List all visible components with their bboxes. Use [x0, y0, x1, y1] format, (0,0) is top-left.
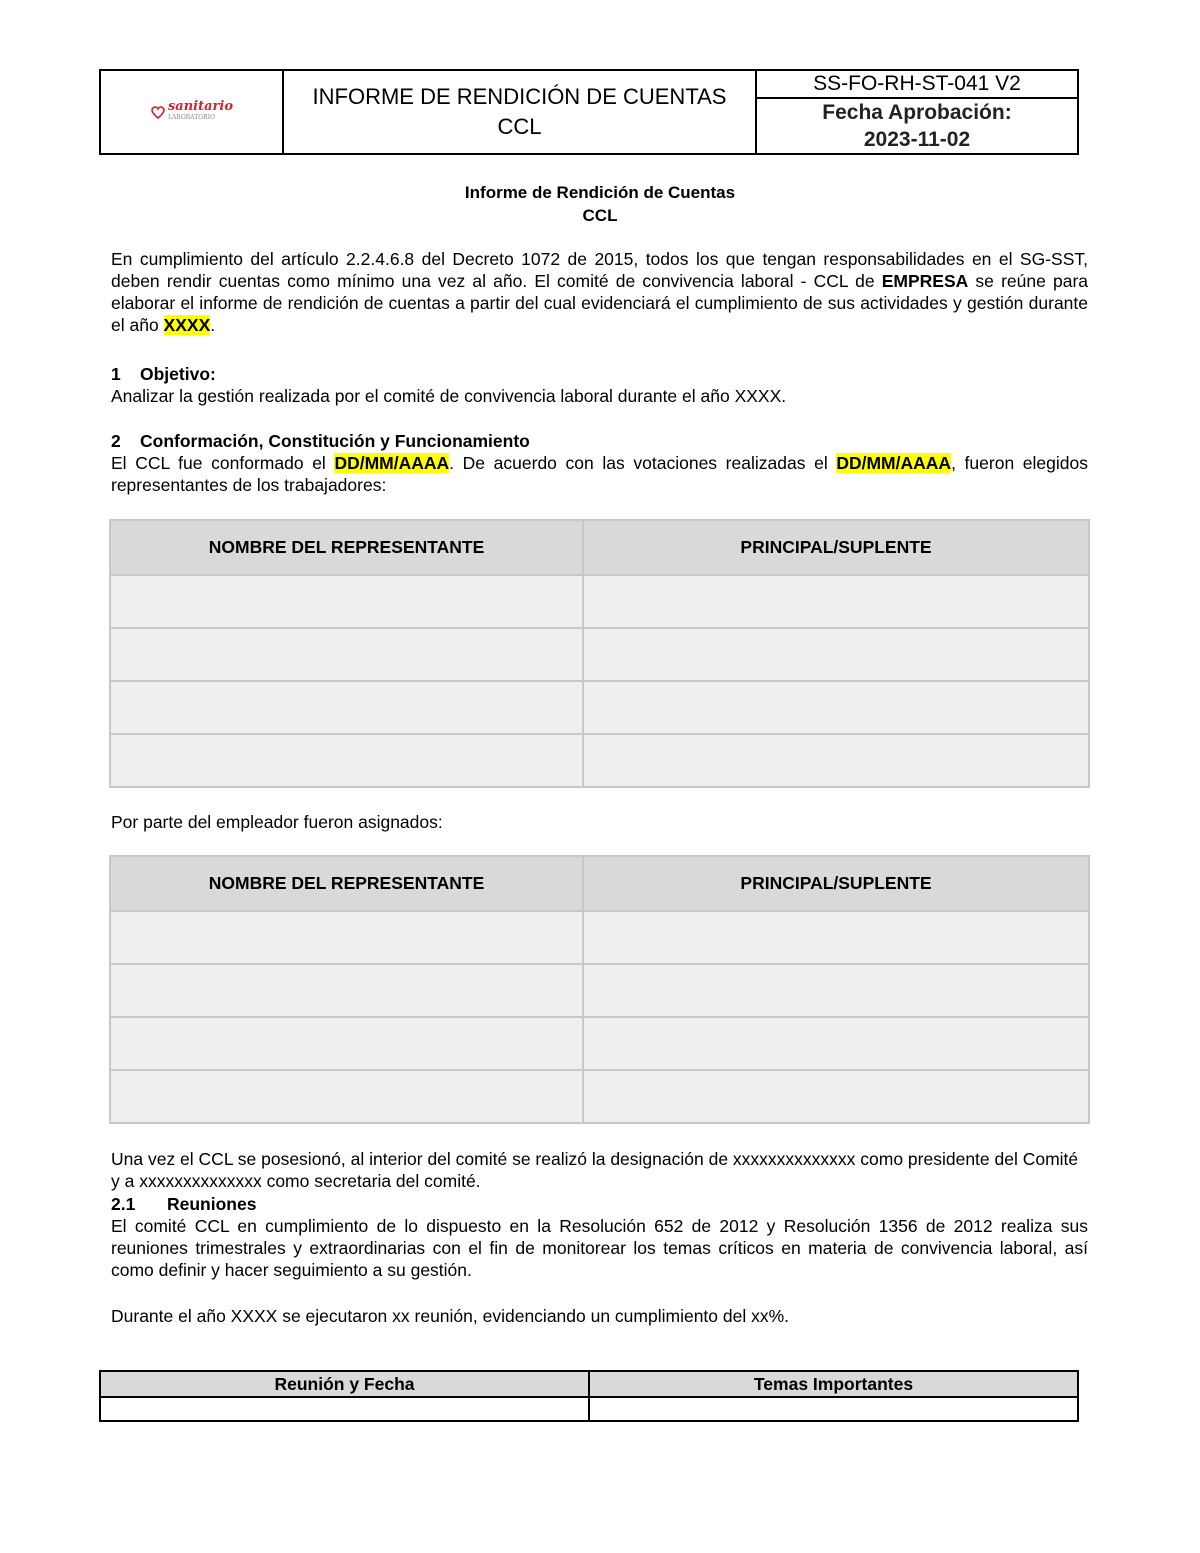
table-cell[interactable] [584, 965, 1088, 1016]
intro-part1: En cumplimiento del artículo 2.2.4.6.8 del Decreto 1072 de 2015, todos los que tengan responsabilidades en el SG-SST, deben rendir cuentas como mínimo una vez al año. El comité de convivencia laboral - CCL de [111, 249, 1088, 291]
employer-representatives-table [109, 855, 1090, 1124]
document-code: SS-FO-RH-ST-041 V2 [757, 71, 1077, 99]
table-row [111, 627, 1088, 680]
company-name: EMPRESA [881, 271, 969, 291]
table-cell[interactable] [111, 1071, 584, 1122]
table-header-row [111, 521, 1088, 574]
column-header-role: PRINCIPAL/SUPLENTE [584, 857, 1088, 910]
table-row [111, 733, 1088, 786]
table-cell[interactable] [111, 1018, 584, 1069]
table-cell[interactable] [584, 912, 1088, 963]
table-row [111, 963, 1088, 1016]
section-1-text: Analizar la gestión realizada por el comité de convivencia laboral durante el año XXXX. [111, 386, 787, 406]
table-row [111, 574, 1088, 627]
intro-paragraph [111, 248, 1088, 336]
table-cell[interactable] [584, 735, 1088, 786]
document-title [0, 181, 1200, 227]
section-1-heading [111, 363, 216, 385]
table-row [101, 1396, 1077, 1420]
section-2-1-text: El comité CCL en cumplimiento de lo dispuesto en la Resolución 652 de 2012 y Resolución 1356 de 2012 realiza sus reuniones trimestrales y extraordinarias con el fin de monitorear los temas críticos en materia de convivencia laboral, así como definir y hacer seguimiento a su gestión. [111, 1216, 1088, 1280]
table-cell[interactable] [584, 1018, 1088, 1069]
column-header-name: NOMBRE DEL REPRESENTANTE [111, 857, 584, 910]
company-logo [150, 101, 233, 123]
column-header-role: PRINCIPAL/SUPLENTE [584, 521, 1088, 574]
logo-text: sanitario [167, 99, 234, 114]
document-header [99, 69, 1079, 155]
year-placeholder: XXXX [163, 315, 211, 335]
section-2-text [111, 452, 1088, 496]
table-cell[interactable] [111, 629, 584, 680]
table-row [111, 1016, 1088, 1069]
table-cell[interactable] [111, 912, 584, 963]
table-cell[interactable] [584, 629, 1088, 680]
section-1-title: Objetivo: [140, 364, 216, 384]
table-cell[interactable] [111, 965, 584, 1016]
table-cell[interactable] [101, 1398, 590, 1420]
section-2-heading [111, 430, 530, 452]
section-2-title: Conformación, Constitución y Funcionamiento [140, 431, 530, 451]
approval-date-cell [757, 99, 1077, 153]
header-title-line1: INFORME DE RENDICIÓN DE CUENTAS [312, 84, 727, 109]
table-cell[interactable] [590, 1398, 1077, 1420]
section-2-part1: El CCL fue conformado el [111, 453, 335, 473]
header-title-line2: CCL [497, 114, 542, 139]
section-2-1-title: Reuniones [167, 1194, 257, 1214]
table-header-row [111, 857, 1088, 910]
table-row [111, 1069, 1088, 1122]
meetings-table [99, 1370, 1079, 1422]
formation-date-placeholder: DD/MM/AAAA [334, 453, 450, 473]
header-meta [757, 71, 1077, 153]
section-2-part2: . De acuerdo con las votaciones realizadas el [449, 453, 837, 473]
column-header-meeting: Reunión y Fecha [101, 1372, 590, 1396]
table-cell[interactable] [584, 1071, 1088, 1122]
workers-representatives-table [109, 519, 1090, 788]
header-title [284, 71, 757, 153]
document-title-line1: Informe de Rendición de Cuentas [464, 183, 736, 202]
section-2-1-heading [111, 1193, 256, 1215]
table-cell[interactable] [111, 576, 584, 627]
logo-heart-icon [150, 104, 166, 120]
section-2-number: 2 [111, 431, 121, 451]
intro-part3: . [210, 315, 216, 335]
table-header-row [101, 1372, 1077, 1396]
section-2-1-number: 2.1 [111, 1194, 136, 1214]
logo-cell [101, 71, 284, 153]
table-cell[interactable] [111, 682, 584, 733]
column-header-topics: Temas Importantes [590, 1372, 1077, 1396]
logo-subtext: LABORATORIO [167, 114, 215, 121]
column-header-name: NOMBRE DEL REPRESENTANTE [111, 521, 584, 574]
designation-text: Una vez el CCL se posesionó, al interior del comité se realizó la designación de xxxxxxxxxxxxxx como presidente del Comité y a xxxxxxxxxxxxxx como secretaria del comité. [111, 1149, 1079, 1191]
table-cell[interactable] [111, 735, 584, 786]
section-1-number: 1 [111, 364, 121, 384]
meetings-summary: Durante el año XXXX se ejecutaron xx reunión, evidenciando un cumplimiento del xx%. [111, 1306, 790, 1326]
vote-date-placeholder: DD/MM/AAAA [836, 453, 952, 473]
approval-date: 2023-11-02 [863, 128, 971, 151]
section-2-part3: , fueron elegidos representantes de los trabajadores: [111, 453, 1088, 495]
employer-text: Por parte del empleador fueron asignados: [111, 812, 443, 832]
document-title-line2: CCL [582, 206, 618, 225]
table-cell[interactable] [584, 576, 1088, 627]
table-cell[interactable] [584, 682, 1088, 733]
table-row [111, 910, 1088, 963]
approval-label: Fecha Aprobación: [822, 101, 1012, 124]
intro-part2: se reúne para elaborar el informe de rendición de cuentas a partir del cual evidenciará el cumplimiento de sus actividades y gestión durante el año [111, 271, 1088, 335]
table-row [111, 680, 1088, 733]
